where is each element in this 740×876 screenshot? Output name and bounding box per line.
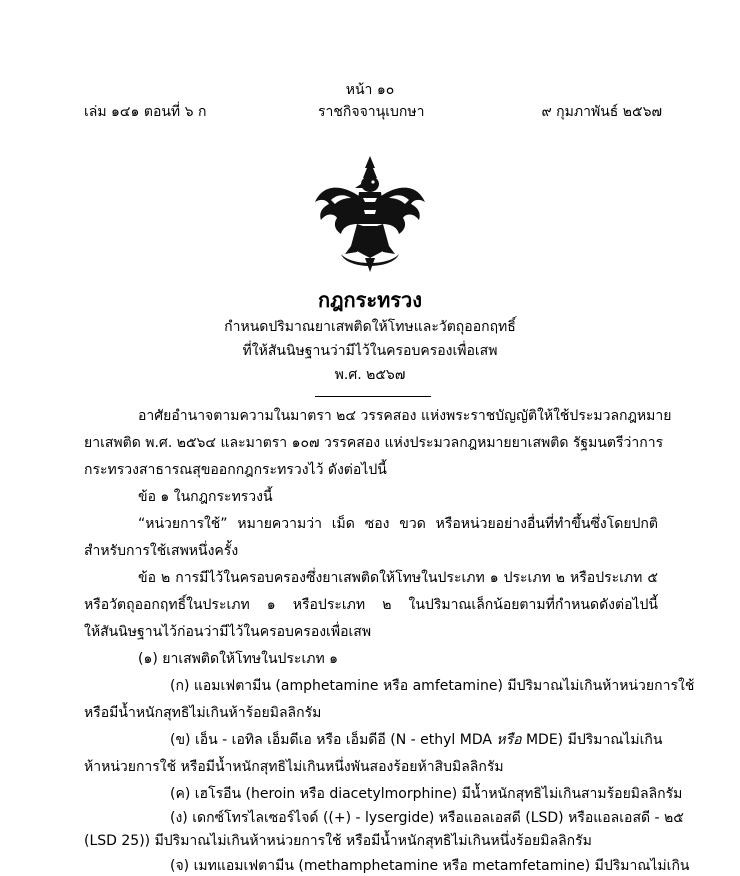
item-c: (ค) เฮโรอีน (heroin หรือ diacetylmorphine) มีน้ำหนักสุทธิไม่เกินสามร้อยมิลลิกรัม bbox=[170, 786, 683, 802]
document-title: กฎกระทรวง bbox=[317, 288, 423, 312]
item-b-line-2: ห้าหน่วยการใช้ หรือมีน้ำหนักสุทธิไม่เกินหนึ่งพันสองร้อยห้าสิบมิลลิกรัม bbox=[84, 759, 504, 775]
definition-line-1: “หน่วยการใช้” หมายความว่า เม็ด ซอง ขวด หรือหน่วยอย่างอื่นที่ทำขึ้นซึ่งโดยปกติ bbox=[138, 516, 658, 532]
clause-2-line-1: ข้อ ๒ การมีไว้ในครอบครองซึ่งยาเสพติดให้โทษในประเภท ๑ ประเภท ๒ หรือประเภท ๕ bbox=[138, 570, 658, 586]
preamble-line-3: กระทรวงสาธารณสุขออกกฎกระทรวงไว้ ดังต่อไปนี้ bbox=[84, 462, 387, 478]
publication-date: ๙ กุมภาพันธ์ ๒๕๖๗ bbox=[541, 104, 662, 120]
title-divider bbox=[315, 396, 431, 397]
item-d-line-2: (LSD 25)) มีปริมาณไม่เกินห้าหน่วยการใช้ หรือมีน้ำหนักสุทธิไม่เกินหนึ่งร้อยมิลลิกรัม bbox=[84, 833, 592, 849]
italic-conjunction: หรือ bbox=[496, 732, 522, 748]
page-number: หน้า ๑๐ bbox=[345, 82, 395, 98]
document-subtitle-line-1: กำหนดปริมาณยาเสพติดให้โทษและวัตถุออกฤทธิ์ bbox=[224, 319, 516, 335]
item-d-line-1: (ง) เดกซ์โทรไลเซอร์ไจด์ ((+) - lysergide) หรือแอลเอสดี (LSD) หรือแอลเอสดี - ๒๕ bbox=[170, 810, 684, 826]
clause-2-line-2: หรือวัตถุออกฤทธิ์ในประเภท ๑ หรือประเภท ๒ ในปริมาณเล็กน้อยตามที่กำหนดดังต่อไปนี้ bbox=[84, 597, 658, 613]
clause-2-line-3: ให้สันนิษฐานไว้ก่อนว่ามีไว้ในครอบครองเพื่อเสพ bbox=[84, 624, 372, 640]
item-a-line-1: (ก) แอมเฟตามีน (amphetamine หรือ amfetamine) มีปริมาณไม่เกินห้าหน่วยการใช้ bbox=[170, 678, 695, 694]
item-a-line-2: หรือมีน้ำหนักสุทธิไม่เกินห้าร้อยมิลลิกรัม bbox=[84, 705, 322, 721]
preamble-line-2: ยาเสพติด พ.ศ. ๒๕๖๔ และมาตรา ๑๐๗ วรรคสอง แห่งประมวลกฎหมายยาเสพติด รัฐมนตรีว่าการ bbox=[84, 435, 664, 451]
item-e-line-1: (จ) เมทแอมเฟตามีน (methamphetamine หรือ metamfetamine) มีปริมาณไม่เกิน bbox=[170, 858, 690, 874]
document-subtitle-line-2: ที่ให้สันนิษฐานว่ามีไว้ในครอบครองเพื่อเสพ bbox=[242, 343, 498, 359]
definition-line-2: สำหรับการใช้เสพหนึ่งครั้ง bbox=[84, 543, 239, 559]
clause-1-heading: ข้อ ๑ ในกฎกระทรวงนี้ bbox=[138, 489, 273, 505]
volume-issue: เล่ม ๑๔๑ ตอนที่ ๖ ก bbox=[84, 104, 207, 120]
gazette-name: ราชกิจจานุเบกษา bbox=[318, 104, 425, 120]
item-b-line-1: (ข) เอ็น - เอทิล เอ็มดีเอ หรือ เอ็มดีอี (N - ethyl MDA หรือ MDE) มีปริมาณไม่เกิน bbox=[170, 732, 663, 748]
garuda-emblem-icon bbox=[311, 154, 429, 274]
subclause-1-heading: (๑) ยาเสพติดให้โทษในประเภท ๑ bbox=[138, 651, 339, 667]
preamble-line-1: อาศัยอำนาจตามความในมาตรา ๒๔ วรรคสอง แห่งพระราชบัญญัติให้ใช้ประมวลกฎหมาย bbox=[138, 408, 672, 424]
document-year: พ.ศ. ๒๕๖๗ bbox=[334, 367, 406, 383]
